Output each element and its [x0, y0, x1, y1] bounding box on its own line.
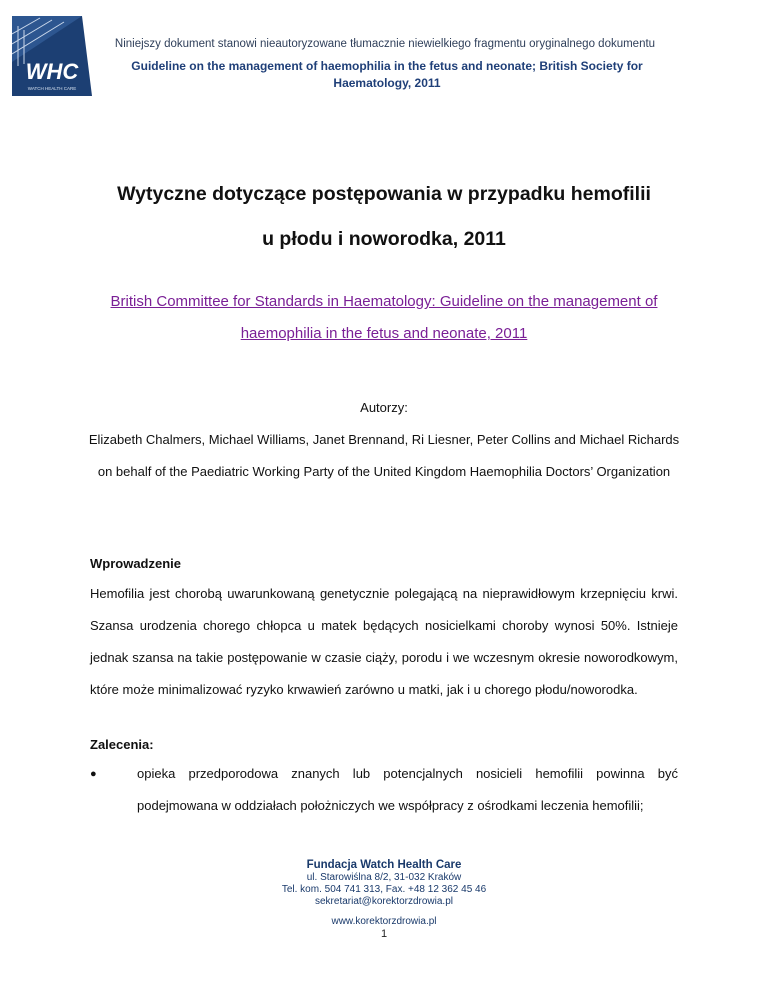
page-footer: [200, 858, 568, 941]
svg-text:WATCH HEALTH CARE: WATCH HEALTH CARE: [27, 86, 77, 91]
svg-text:WHC: WHC: [25, 59, 79, 84]
reference-title: Guideline on the management of haemophilia in the fetus and neonate; British Society for Haematology, 2011: [131, 59, 643, 90]
recommendation-text: opieka przedporodowa znanych lub potencjalnych nosicieli hemofilii powinna być podejmowana w oddziałach położniczych we współpracy z ośrodkami leczenia hemofilii;: [137, 766, 678, 813]
footer-email[interactable]: sekretariat@korektorzdrowia.pl: [315, 896, 453, 907]
whc-logo: [12, 16, 98, 96]
original-document-link[interactable]: British Committee for Standards in Haematology: Guideline on the management of haemophilia in the fetus and neonate, 2011: [110, 293, 658, 342]
recommendations-list: [90, 758, 678, 822]
authors-list: Elizabeth Chalmers, Michael Williams, Janet Brennand, Ri Liesner, Peter Collins and Michael Richards on behalf of the Paediatric Working Party of the United Kingdom Haemophilia Doctors’ Organization: [88, 432, 680, 479]
title-line-1: Wytyczne dotyczące postępowania w przypadku hemofilii: [117, 183, 651, 205]
list-item: [90, 758, 678, 822]
footer-website[interactable]: www.korektorzdrowia.pl: [331, 916, 437, 927]
title-line-2: u płodu i noworodka, 2011: [262, 228, 506, 250]
whc-logo-icon: [12, 16, 98, 96]
translation-note: Niniejszy dokument stanowi nieautoryzowane tłumacznie niewielkiego fragmentu oryginalnego dokumentu: [114, 38, 656, 50]
bullet-icon: ●: [90, 768, 97, 780]
document-title: [60, 172, 708, 262]
introduction-heading: Wprowadzenie: [90, 556, 182, 571]
page-number: 1: [380, 928, 388, 940]
introduction-body: Hemofilia jest chorobą uwarunkowaną genetycznie polegającą na nieprawidłowym krzepnięciu krwi. Szansa urodzenia chorego chłopca u matek będących nosicielkami choroby wynosi 50%. Istnieje jednak szansa na takie postępowanie w czasie ciąży, porodu i we wczesnym okresie noworodkowym, które może minimalizować ryzyko krwawień zarówno u matki, jak i u chorego płodu/noworodka.: [90, 586, 678, 697]
footer-address: ul. Starowiślna 8/2, 31-032 Kraków: [306, 872, 462, 883]
footer-organization: Fundacja Watch Health Care: [306, 859, 462, 871]
footer-phone: Tel. kom. 504 741 313, Fax. +48 12 362 45 46: [281, 884, 487, 895]
recommendations-heading: Zalecenia:: [90, 737, 154, 752]
authors-label: Autorzy:: [360, 400, 408, 415]
